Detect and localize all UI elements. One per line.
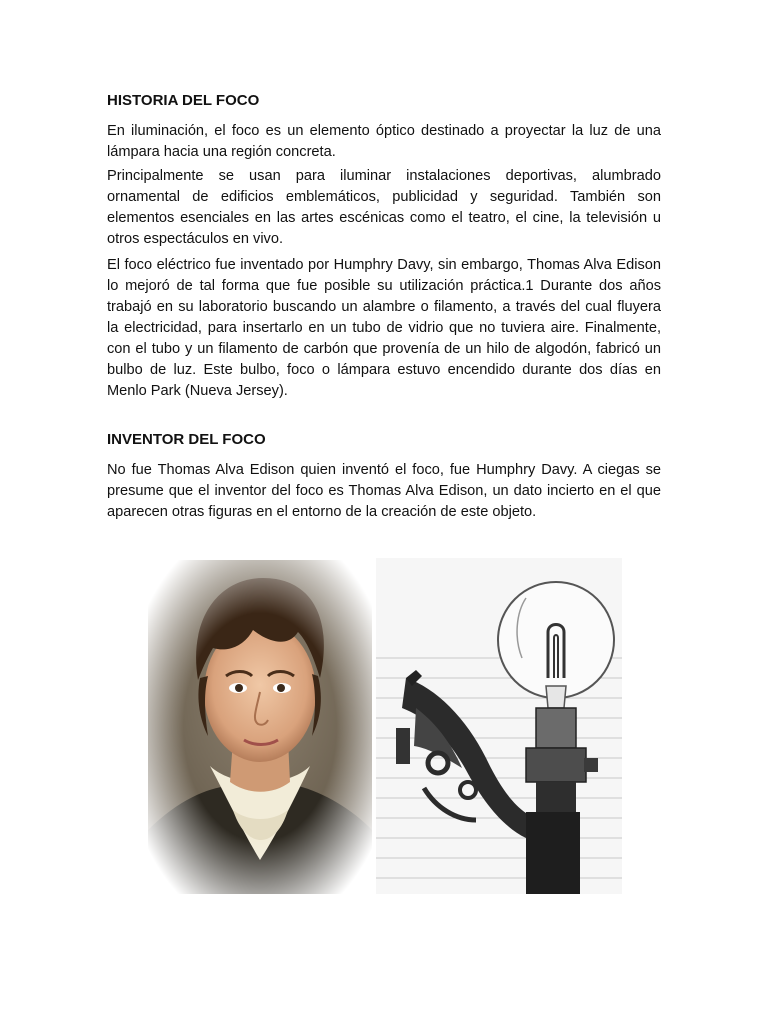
light-bulb-image — [376, 558, 622, 894]
portrait-image — [148, 560, 372, 894]
paragraph-uses: Principalmente se usan para iluminar instalaciones deportivas, alumbrado ornamental de edificios emblemáticos, publicidad y seguridad. También son elementos esenciales en las artes escénicas como el teatro, el cine, la televisión u otros espectáculos en vivo. — [107, 168, 661, 247]
light-bulb-engraving-icon — [376, 558, 622, 894]
paragraph-inventor: No fue Thomas Alva Edison quien inventó el foco, fue Humphry Davy. A ciegas se presume que el inventor del foco es Thomas Alva Edison, un dato incierto en el que aparecen otras figuras en el entorno de la creación de este objeto. — [107, 462, 661, 520]
paragraph-invention: El foco eléctrico fue inventado por Humphry Davy, sin embargo, Thomas Alva Edison lo mejoró de tal forma que fue posible su utilización práctica.1 Durante dos años trabajó en su laboratorio buscando un alambre o filamento, a través del cual fluyera la electricidad, para insertarlo en un tubo de vidrio que no tuviera aire. Finalmente, con el tubo y un filamento de carbón que provenía de un hilo de algodón, fabricó un bulbo de luz. Este bulbo, foco o lámpara estuvo encendido durante dos días en Menlo Park (Nueva Jersey). — [107, 257, 661, 399]
paragraph-definition: En iluminación, el foco es un elemento óptico destinado a proyectar la luz de una lámpara hacia una región concreta. — [107, 123, 661, 160]
section-heading-historia: HISTORIA DEL FOCO — [107, 92, 260, 109]
section-heading-inventor: INVENTOR DEL FOCO — [107, 431, 266, 448]
portrait-illustration-icon — [148, 560, 372, 894]
